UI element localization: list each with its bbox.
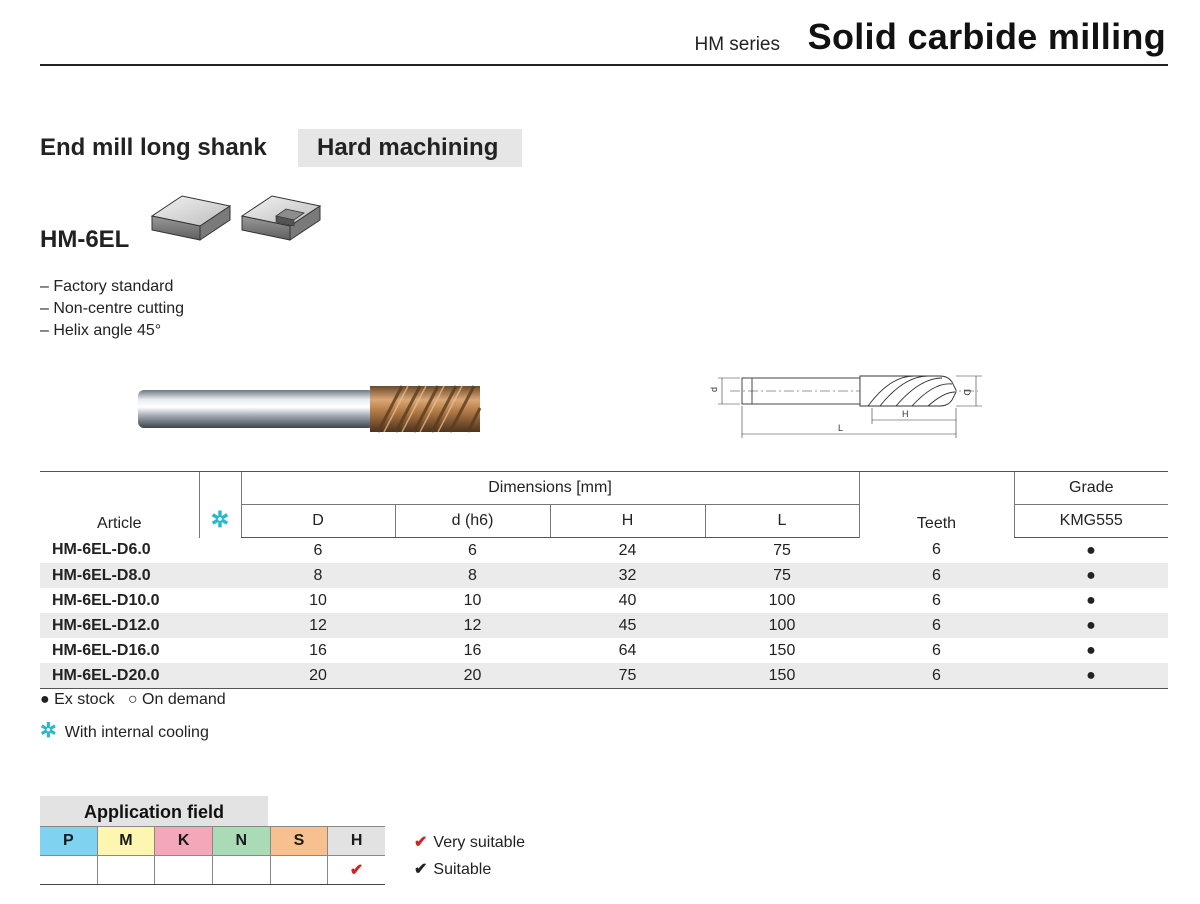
cell-teeth: 6 [932,541,941,559]
page-header [40,0,1168,66]
teeth-header: Teeth [859,472,1014,538]
feature-item: – Factory standard [40,278,174,295]
cell-D: 10 [309,591,327,609]
very-suitable-check-icon: ✔ [349,862,364,879]
grade-name: KMG555 [1014,505,1168,538]
cell-D: 8 [241,563,395,588]
cell-teeth: 6 [932,591,941,609]
dim-col-d: d (h6) [395,505,550,538]
article-header: Article [40,472,199,538]
on-demand-legend: ○ On demand [127,691,226,708]
feature-item: – Non-centre cutting [40,300,185,317]
label-d: d [709,386,719,392]
workpiece-icons [148,186,328,248]
feature-list [40,276,184,342]
article-cell: HM-6EL-D20.0 [40,663,199,689]
feature-item: – Helix angle 45° [40,322,162,339]
table-row [40,538,1168,564]
mark-K [155,856,213,885]
cell-H: 32 [550,563,705,588]
cell-L: 75 [705,563,859,588]
article-cell: HM-6EL-D10.0 [52,591,160,609]
table-row [40,563,1168,588]
application-field-title: Application field [40,796,268,826]
end-mill-photo [134,380,484,452]
cell-teeth: 6 [859,563,1014,588]
red-check-icon: ✔ [414,834,428,851]
stock-legend [40,691,226,709]
cell-d: 20 [395,663,550,689]
application-field [40,796,385,885]
cell-H: 45 [550,613,705,638]
series-label: HM series [694,34,780,55]
category-K: K [155,827,213,856]
cell-D: 6 [313,541,323,559]
application-table [40,826,385,885]
slotted-workpiece-icon [242,196,320,240]
cell-D: 16 [309,641,327,659]
cell-d: 10 [463,591,482,609]
flat-workpiece-icon [152,196,230,240]
cell-H: 75 [550,663,705,689]
dim-col-D: D [241,505,395,538]
cell-L: 100 [705,613,859,638]
label-L: L [838,423,844,433]
grade-header: Grade [1014,472,1168,505]
cell-H: 64 [618,641,637,659]
table-row [40,588,1168,613]
black-check-icon: ✔ [414,861,428,878]
cell-d: 6 [468,541,477,559]
cooling-header [199,472,241,538]
cell-L: 100 [768,591,796,609]
category-N: N [212,827,270,856]
table-row [40,613,1168,638]
cell-grade: ● [1014,663,1168,689]
mark-H [328,856,385,885]
cell-d: 12 [395,613,550,638]
cell-grade: ● [1086,641,1096,659]
cell-L: 150 [705,663,859,689]
cell-D: 12 [241,613,395,638]
label-D: D [962,389,972,396]
dimension-drawing [700,362,990,442]
cell-teeth: 6 [859,613,1014,638]
mark-M [97,856,155,885]
page-title: Solid carbide milling [807,16,1166,57]
cell-grade: ● [1014,613,1168,638]
suitable-label: Suitable [433,861,492,878]
article-cell: HM-6EL-D12.0 [40,613,199,638]
article-cell: HM-6EL-D16.0 [52,641,160,659]
cell-L: 75 [773,541,791,559]
table-row [40,663,1168,689]
category-P: P [40,827,97,856]
article-cell: HM-6EL-D6.0 [52,541,151,559]
cooling-legend [40,718,209,743]
ex-stock-legend: ● Ex stock [40,691,115,708]
cell-grade: ● [1086,541,1096,559]
category-S: S [270,827,328,856]
cell-grade: ● [1014,563,1168,588]
very-suitable-label: Very suitable [433,834,526,851]
product-subtitle: End mill long shank [40,134,267,161]
cell-teeth: 6 [932,641,941,659]
mark-P [40,856,97,885]
cell-D: 20 [241,663,395,689]
dim-col-H: H [550,505,705,538]
cell-teeth: 6 [859,663,1014,689]
table-row [40,638,1168,663]
mark-N [212,856,270,885]
cooling-snowflake-icon: ✲ [210,506,230,532]
application-badge: Hard machining [298,129,522,167]
model-name: HM-6EL [40,226,130,253]
suitability-legend [414,829,525,883]
cooling-legend-text: With internal cooling [64,724,209,741]
category-H: H [328,827,385,856]
label-H: H [902,409,909,419]
cell-L: 150 [768,641,796,659]
cell-H: 24 [618,541,637,559]
article-cell: HM-6EL-D8.0 [40,563,199,588]
cell-d: 16 [463,641,482,659]
mark-S [270,856,328,885]
snowflake-icon: ✲ [40,720,57,742]
cell-grade: ● [1086,591,1096,609]
spec-table [40,471,1168,689]
dimensions-header: Dimensions [mm] [241,472,859,505]
category-M: M [97,827,155,856]
cell-d: 8 [395,563,550,588]
dim-col-L: L [705,505,859,538]
cell-H: 40 [618,591,637,609]
